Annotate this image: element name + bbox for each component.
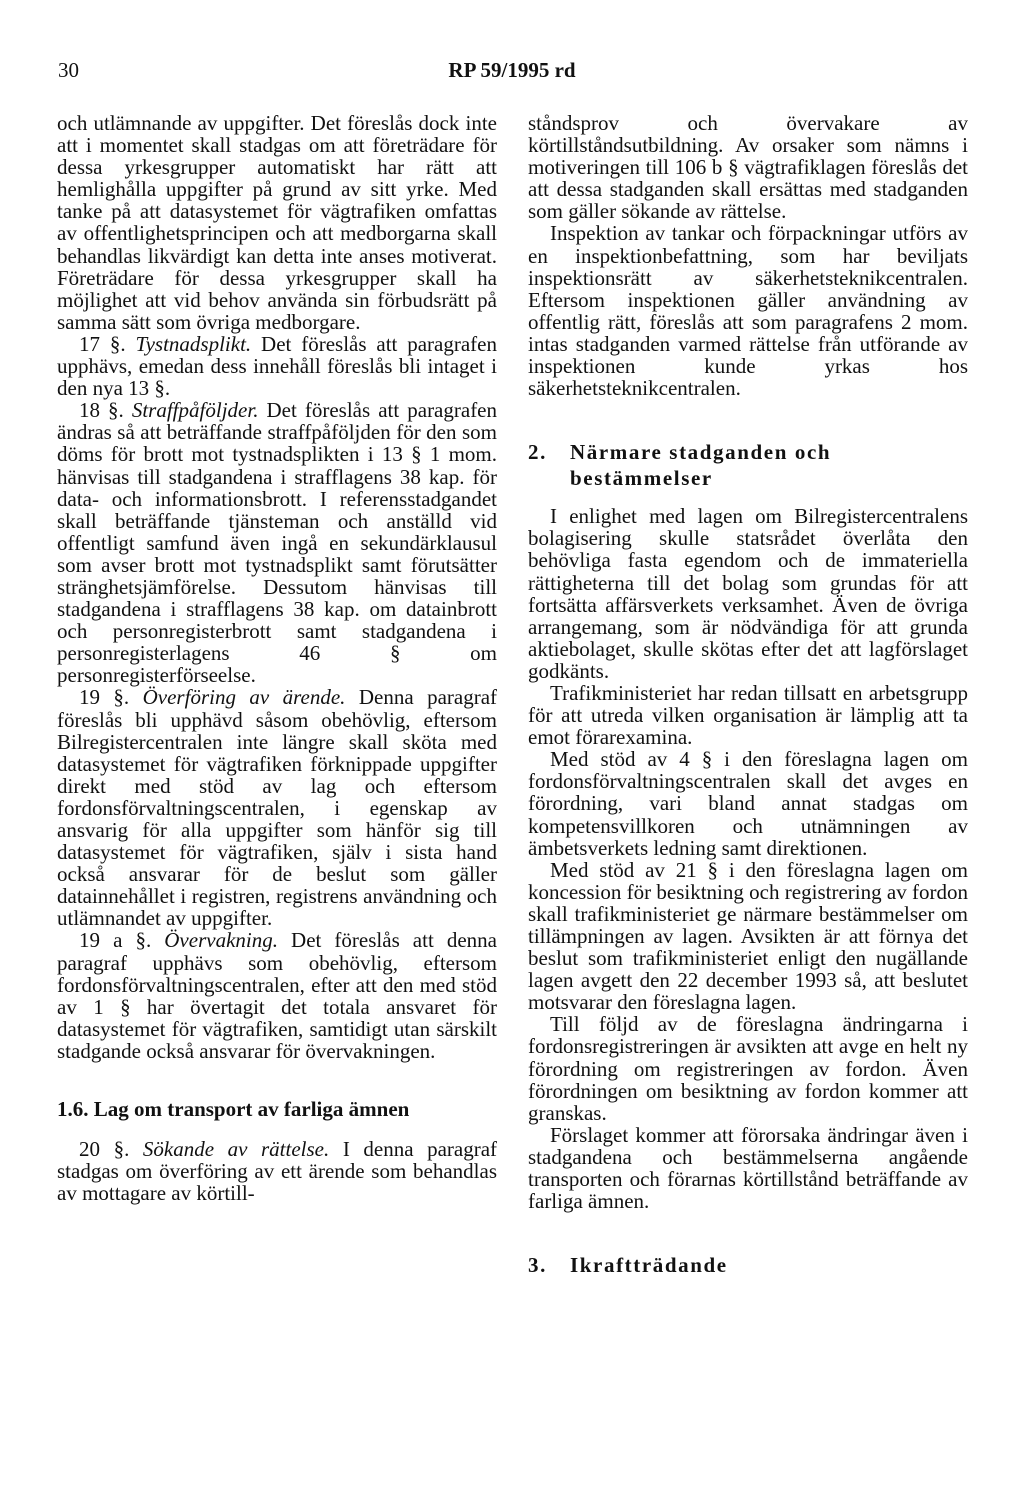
paragraph: Trafikministeriet har redan tillsatt en arbetsgrupp för att utreda vilken organisation är lämplig att ta emot förarexamina. <box>528 680 968 750</box>
heading-number: 2. <box>528 440 547 465</box>
running-head: RP 59/1995 rd <box>448 58 576 82</box>
page-number: 30 <box>58 58 79 82</box>
section-number: 18 §. <box>79 398 124 423</box>
paragraph: ståndsprov och övervakare av körtillståndsutbildning. Av orsaker som nämns i motiveringen till 106 b § vägtrafiklagen föreslås det att dessa stadganden skall ersättas med stadganden som gäller sökande av rättelse. <box>528 111 968 224</box>
left-column <box>57 112 497 1204</box>
paragraph: Med stöd av 21 § i den föreslagna lagen om koncession för besiktning och registrering av fordon skall trafikministeriet ge närmare bestämmelser om tillämpningen av lagen. Avsikten är att förnya det beslut som trafikministeriet enligt den nugällande lagen avgett den 22 december 1993 så, att beslutet motsvarar den föreslagna lagen. <box>528 857 968 1015</box>
heading-number: 3. <box>528 1253 547 1278</box>
paragraph: I enlighet med lagen om Bilregistercentralens bolagisering skulle statsrådet överlåta den behövliga fasta egendom och de immateriella rättigheterna till det bolag som grundas för att fortsätta affärsverkets verksamhet. Även de övriga arrangemang, som är nödvändiga för att grunda aktiebolaget, skulle skötas efter det att lagförslaget godkänts. <box>528 504 968 683</box>
section-number: 17 §. <box>79 331 126 356</box>
section-text: I denna paragraf stadgas om överföring av ett ärende som behandlas av mottagare av körtill- <box>57 1137 498 1206</box>
section-title: Överföring av ärende. <box>142 685 346 710</box>
heading-text: Närmare stadganden och bestämmelser <box>570 440 832 491</box>
section-heading: 1.6. Lag om transport av farliga ämnen <box>57 1097 410 1122</box>
paragraph <box>57 333 497 399</box>
section-title: Sökande av rättelse. <box>142 1137 330 1162</box>
section-number: 19 §. <box>79 685 130 710</box>
right-column <box>528 112 968 1292</box>
paragraph: Inspektion av tankar och förpackningar utförs av en inspektionbefattning, som har beviljats inspektionsrätt av säkerhetsteknikcentralen. Eftersom inspektionen gäller användning av offentlig rätt, föreslås att som paragrafens 2 mom. intas stadganden varmed rättelse från utförande av inspektionen kunde yrkas hos säkerhetsteknikcentralen. <box>528 221 968 401</box>
paragraph <box>57 1138 497 1204</box>
paragraph <box>57 686 497 929</box>
section-number: 20 §. <box>79 1137 130 1162</box>
paragraph: och utlämnande av uppgifter. Det föreslås dock inte att i momentet skall stadgas om att företrädare för dessa yrkesgrupper automatiskt har rätt att hemlighålla uppgifter på grund av sitt yrke. Med tanke på att datasystemet för vägtrafiken omfattas av offentlighetsprincipen och att medborgarna skall behandlas likvärdigt kan detta inte anses motiverat. Företrädare för dessa yrkesgrupper skall ha möjlighet att vid behov använda sin förbudsrätt på samma sätt som övriga medborgare. <box>57 111 497 334</box>
paragraph: Med stöd av 4 § i den föreslagna lagen om fordonsförvaltningscentralen skall det avges en förordning, vari bland annat stadgas om kompetensvillkoren och utnämningen av ämbetsverkets ledning samt direktionen. <box>528 747 968 860</box>
section-text: Det föreslås att paragrafen ändras så att beträffande straffpåföljden för den som döms för brott mot tystnadsplikten i 13 § 1 mom. hänvisas till stadgandena i strafflagens 38 kap. för data- och informationsbrott. I referensstadgandet skall beträffande tjänsteman och anställd vid offentligt samfund även ingå en sekundärklausul som avser brott mot tystnadsplikt samt förutsätter stränghetsjämförelse. Dessutom hänvisas till stadgandena i strafflagens 38 kap. om datainbrott och personregisterbrott samt stadgandena i personregisterlagens 46 § om personregisterförseelse. <box>57 398 498 688</box>
paragraph <box>57 399 497 686</box>
section-number: 19 a §. <box>79 928 152 953</box>
section-text: Det föreslås att denna paragraf upphävs som obehövlig, eftersom fordonsförvaltningscentralen, efter att den med stöd av 1 § har övertagit det totala ansvaret för datasystemet för vägtrafiken, samtidigt utan särskilt stadgande också ansvarar för övervakningen. <box>57 928 497 1063</box>
paragraph <box>57 929 497 1062</box>
section-title: Straffpåföljder. <box>131 398 259 423</box>
heading-text: Ikraftträdande <box>570 1253 728 1278</box>
paragraph: Till följd av de föreslagna ändringarna i fordonsregistreringen är avsikten att avge en helt ny förordning om registreringen av fordon. Även förordningen om besiktning av fordon kommer att granskas. <box>528 1012 968 1125</box>
section-title: Övervakning. <box>164 928 278 953</box>
section-title: Tystnadsplikt. <box>135 331 252 356</box>
section-heading <box>528 439 968 491</box>
section-text: Det föreslås att paragrafen upphävs, emedan dess innehåll föreslås bli intaget i den nya 13 §. <box>57 331 497 401</box>
section-heading <box>528 1252 968 1278</box>
section-text: Denna paragraf föreslås bli upphävd såsom obehövlig, eftersom Bilregistercentralen inte längre skall sköta med datasystemet för vägtrafiken förknippade uppgifter direkt med stöd av lag och eftersom fordonsförvaltningscentralen, i egenskap av ansvarig för alla uppgifter som hänför sig till datasystemet för vägtrafiken, själv i sista hand också ansvarar för de beslut som gäller datainnehållet i registren, registrens användning och utlämnandet av uppgifter. <box>57 685 498 931</box>
paragraph: Förslaget kommer att förorsaka ändringar även i stadgandena och bestämmelserna angående transporten och förarnas körtillstånd beträffande av farliga ämnen. <box>528 1122 968 1214</box>
